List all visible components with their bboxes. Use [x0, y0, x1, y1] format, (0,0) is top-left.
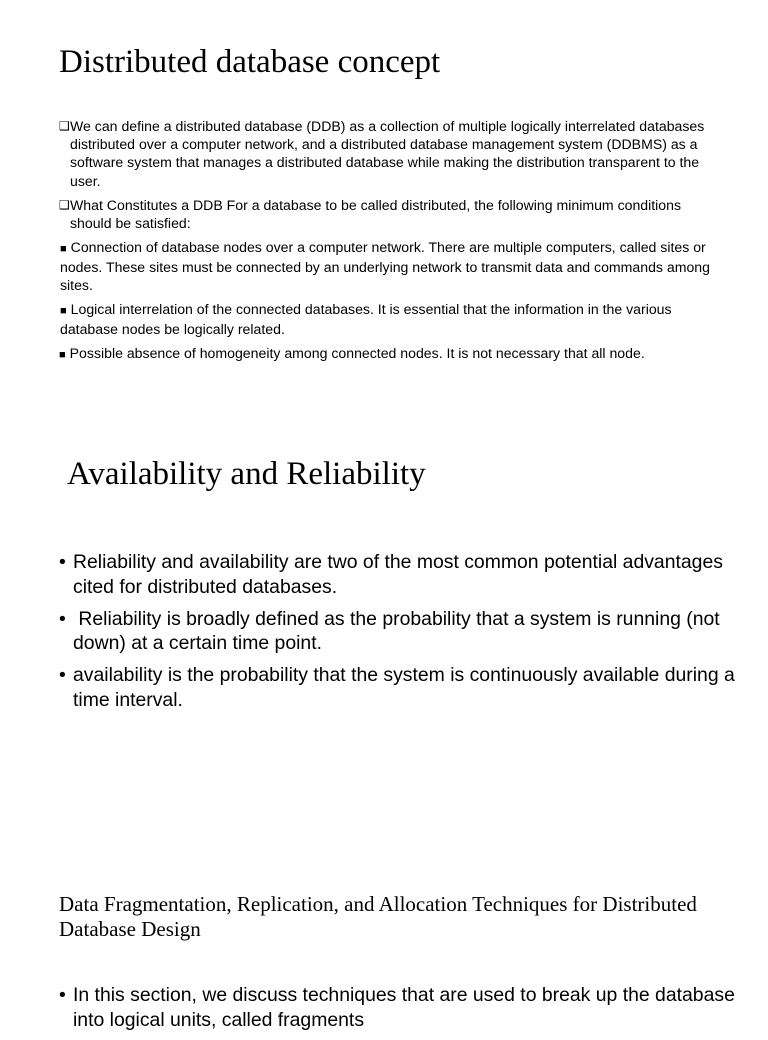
list-item-text: What Constitutes a DDB For a database to be called distributed, the following minimum conditions should be satisfied: [70, 196, 682, 231]
list-item [59, 983, 739, 1032]
list-item [59, 663, 739, 712]
checkbox-square-icon: ❑ [59, 119, 70, 133]
bullet-icon: • [59, 551, 66, 573]
list-item-text: Connection of database nodes over a computer network. There are multiple computers, called sites or nodes. These sites must be connected by an underlying network to transmit data and commands among sites. [60, 238, 710, 294]
slide-availability-reliability [0, 440, 768, 740]
list-item [59, 238, 719, 295]
bullet-icon: • [59, 664, 66, 686]
list-item [59, 607, 739, 656]
list-item-text: Logical interrelation of the connected databases. It is essential that the information in the various database nodes be logically related. [60, 301, 672, 338]
slide-content [59, 117, 719, 370]
square-bullet-icon: ■ [60, 305, 67, 318]
bullet-icon: • [59, 984, 66, 1006]
slide-data-fragmentation [0, 880, 768, 1031]
checkbox-square-icon: ❑ [59, 197, 70, 212]
bullet-list [59, 550, 739, 720]
list-item-text: availability is the probability that the system is continuously available during a time interval. [73, 664, 735, 711]
list-item-text: We can define a distributed database (DDB) as a collection of multiple logically interrelated databases distributed over a computer network, and a distributed database management system (DDBMS) as a software system that manages a distributed database while making the distribution transparent to the user. [70, 118, 705, 189]
list-item-text: In this section, we discuss techniques that are used to break up the database into logical units, called fragments [73, 984, 735, 1031]
list-item [59, 196, 719, 232]
list-item [59, 300, 719, 338]
square-bullet-icon: ■ [60, 242, 67, 255]
list-item-text: Reliability and availability are two of the most common potential advantages cited for distributed databases. [73, 551, 723, 598]
bullet-icon: • [59, 607, 66, 630]
slide-distributed-database-concept [0, 0, 768, 380]
square-bullet-icon: ■ [59, 349, 66, 362]
bullet-list [59, 983, 739, 1040]
list-item [59, 344, 719, 364]
list-item-text: Reliability is broadly defined as the probability that a system is running (not down) at a certain time point. [73, 607, 726, 654]
list-item [59, 117, 719, 190]
slide-title: Data Fragmentation, Replication, and Allocation Techniques for Distributed Database Design [59, 892, 697, 941]
slide-title: Distributed database concept [59, 44, 441, 80]
slide-title: Availability and Reliability [67, 456, 426, 492]
list-item-text: Possible absence of homogeneity among connected nodes. It is not necessary that all node. [69, 345, 645, 362]
list-item [59, 550, 739, 599]
